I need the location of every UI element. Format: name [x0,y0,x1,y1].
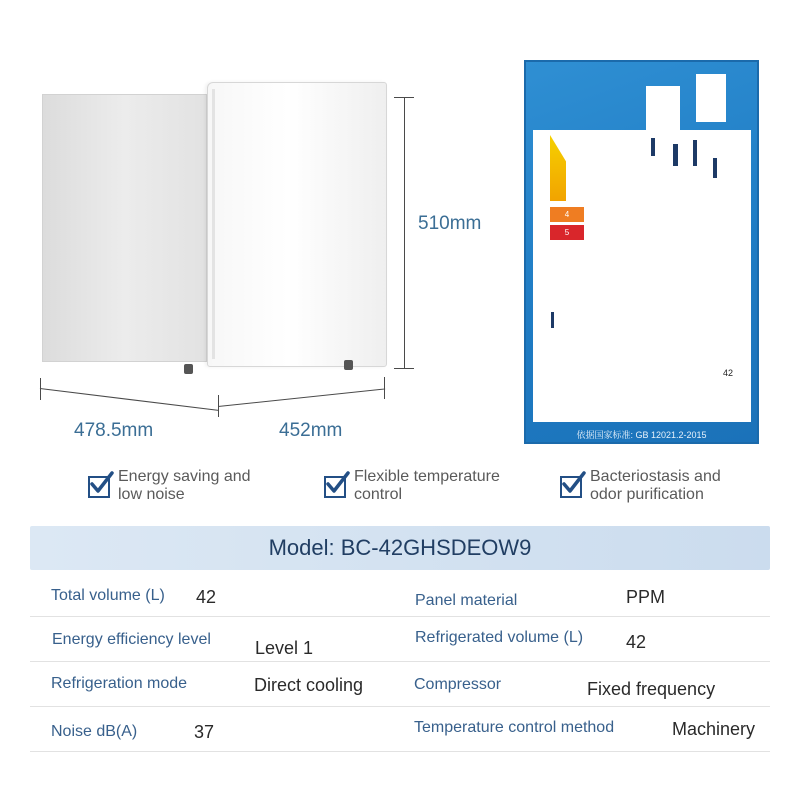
spec-label: Temperature control method [414,719,615,736]
spec-value: Machinery [672,719,756,739]
spec-label: Refrigerated volume (L) [415,629,584,646]
energy-label-panel [533,130,751,422]
spec-label: Energy efficiency level [52,631,211,648]
spec-row [30,662,770,707]
spec-value: 42 [626,632,647,652]
spec-table [30,572,770,752]
feature-item [88,468,288,504]
spec-value: Level 1 [255,638,314,658]
energy-grade-bars [550,135,566,201]
feature-text [118,468,288,504]
feature-item [324,468,524,504]
energy-label-mark [693,140,697,166]
dimension-tick [384,377,385,399]
spec-label: Refrigeration mode [51,675,188,692]
spec-row [30,617,770,662]
feature-line: odor purification [590,486,704,503]
checkbox-check-icon [560,476,582,498]
spec-label: Compressor [414,676,502,693]
spec-value: 37 [194,722,215,742]
dimension-tick [394,368,414,369]
energy-grade-4: 4 [550,207,584,222]
feature-line: Flexible temperature [354,468,500,485]
width-dimension-line [218,388,385,407]
spec-value: PPM [626,587,666,607]
spec-value: Direct cooling [254,675,364,695]
height-dimension-line [404,97,405,369]
energy-label-mark [673,144,678,166]
spec-label: Noise dB(A) [51,723,138,740]
feature-line: control [354,486,403,503]
checkbox-check-icon [88,476,110,498]
energy-label-mark [551,312,554,328]
product-image [30,70,430,450]
energy-label-mark [713,158,717,178]
depth-dimension-label: 478.5mm [74,420,154,441]
feature-item [560,468,760,504]
energy-label-volume: 42 [723,368,734,378]
model-banner [30,526,770,570]
spec-row [30,707,770,752]
energy-label-blur [696,74,726,122]
features-row [0,468,800,518]
feature-line: Energy saving and [118,468,251,485]
fridge-door [207,82,387,367]
spec-label: Total volume (L) [51,587,165,604]
checkbox-check-icon [324,476,346,498]
height-dimension-label: 510mm [418,213,482,234]
energy-grade-5: 5 [550,225,584,240]
energy-label-mark [651,138,655,156]
width-dimension-label: 452mm [279,420,343,441]
energy-label-card [524,60,759,444]
energy-label-footer: 依据国家标准: GB 12021.2-2015 [576,430,707,440]
fridge-foot [184,364,193,374]
fridge-foot [344,360,353,370]
feature-text [590,468,760,504]
spec-value: Fixed frequency [587,679,716,699]
depth-dimension-line [40,388,219,411]
feature-line: low noise [118,486,185,503]
spec-value: 42 [196,587,217,607]
spec-row [30,572,770,617]
feature-text [354,468,524,504]
feature-line: Bacteriostasis and [590,468,721,485]
spec-label: Panel material [415,592,518,609]
model-title: Model: BC-42GHSDEOW9 [268,535,532,560]
fridge-side-panel [42,94,207,362]
fridge-illustration [42,82,374,362]
